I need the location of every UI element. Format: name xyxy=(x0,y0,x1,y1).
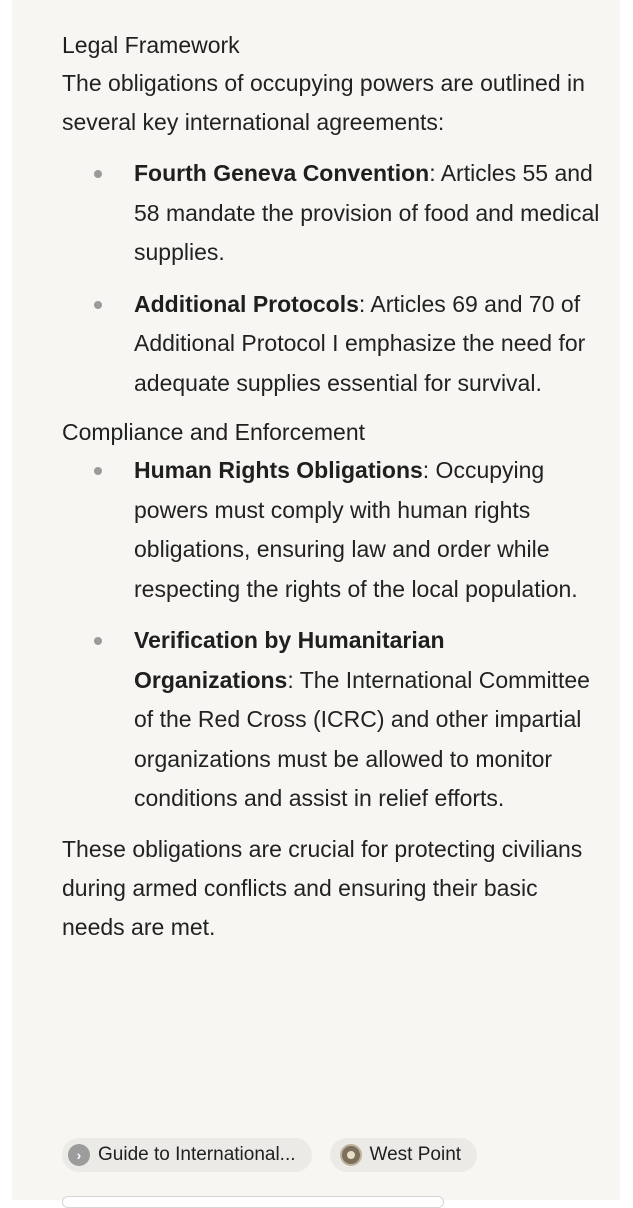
section-heading-compliance: Compliance and Enforcement xyxy=(62,419,365,445)
source-chip-west-point[interactable] xyxy=(330,1138,478,1172)
source-chip-guide[interactable] xyxy=(62,1138,312,1172)
list-item xyxy=(62,285,602,404)
bullet-icon xyxy=(94,637,102,645)
list-item-text: : Occupying powers must comply with human rights obligations, ensuring law and order while respecting the rights of the local population. xyxy=(134,457,578,602)
source-chip-label: Guide to International... xyxy=(98,1144,296,1165)
list-item xyxy=(62,451,602,609)
list-item xyxy=(62,154,602,273)
section-intro: The obligations of occupying powers are outlined in several key international agreements: xyxy=(62,70,585,135)
list-item-term: Additional Protocols xyxy=(134,290,359,317)
seal-icon xyxy=(340,1144,362,1166)
compliance-list xyxy=(62,451,602,819)
list-item-term: Verification by Humanitarian Organizations xyxy=(134,627,445,693)
bullet-icon xyxy=(94,170,102,178)
list-item xyxy=(62,621,602,819)
closing-paragraph: These obligations are crucial for protecting civilians during armed conflicts and ensuring their basic needs are met. xyxy=(62,835,583,940)
list-item-text: : Articles 69 and 70 of Additional Protocol I emphasize the need for adequate supplies essential for survival. xyxy=(134,290,586,396)
list-item-text: : The International Committee of the Red Cross (ICRC) and other impartial organizations must be allowed to monitor conditions and assist in relief efforts. xyxy=(134,666,590,811)
legal-framework-list xyxy=(62,154,602,403)
chevron-right-icon: › xyxy=(68,1144,90,1166)
bullet-icon xyxy=(94,467,102,475)
answer-panel xyxy=(12,0,620,1200)
answer-content xyxy=(62,26,602,947)
list-item-text: : Articles 55 and 58 mandate the provision of food and medical supplies. xyxy=(134,160,600,265)
bullet-icon xyxy=(94,301,102,309)
list-item-term: Fourth Geneva Convention xyxy=(134,160,430,186)
input-box-edge xyxy=(62,1196,444,1208)
source-chips xyxy=(62,1138,477,1172)
source-chip-label: West Point xyxy=(369,1144,462,1165)
section-heading-legal-framework: Legal Framework xyxy=(62,32,240,58)
list-item-term: Human Rights Obligations xyxy=(134,457,423,483)
